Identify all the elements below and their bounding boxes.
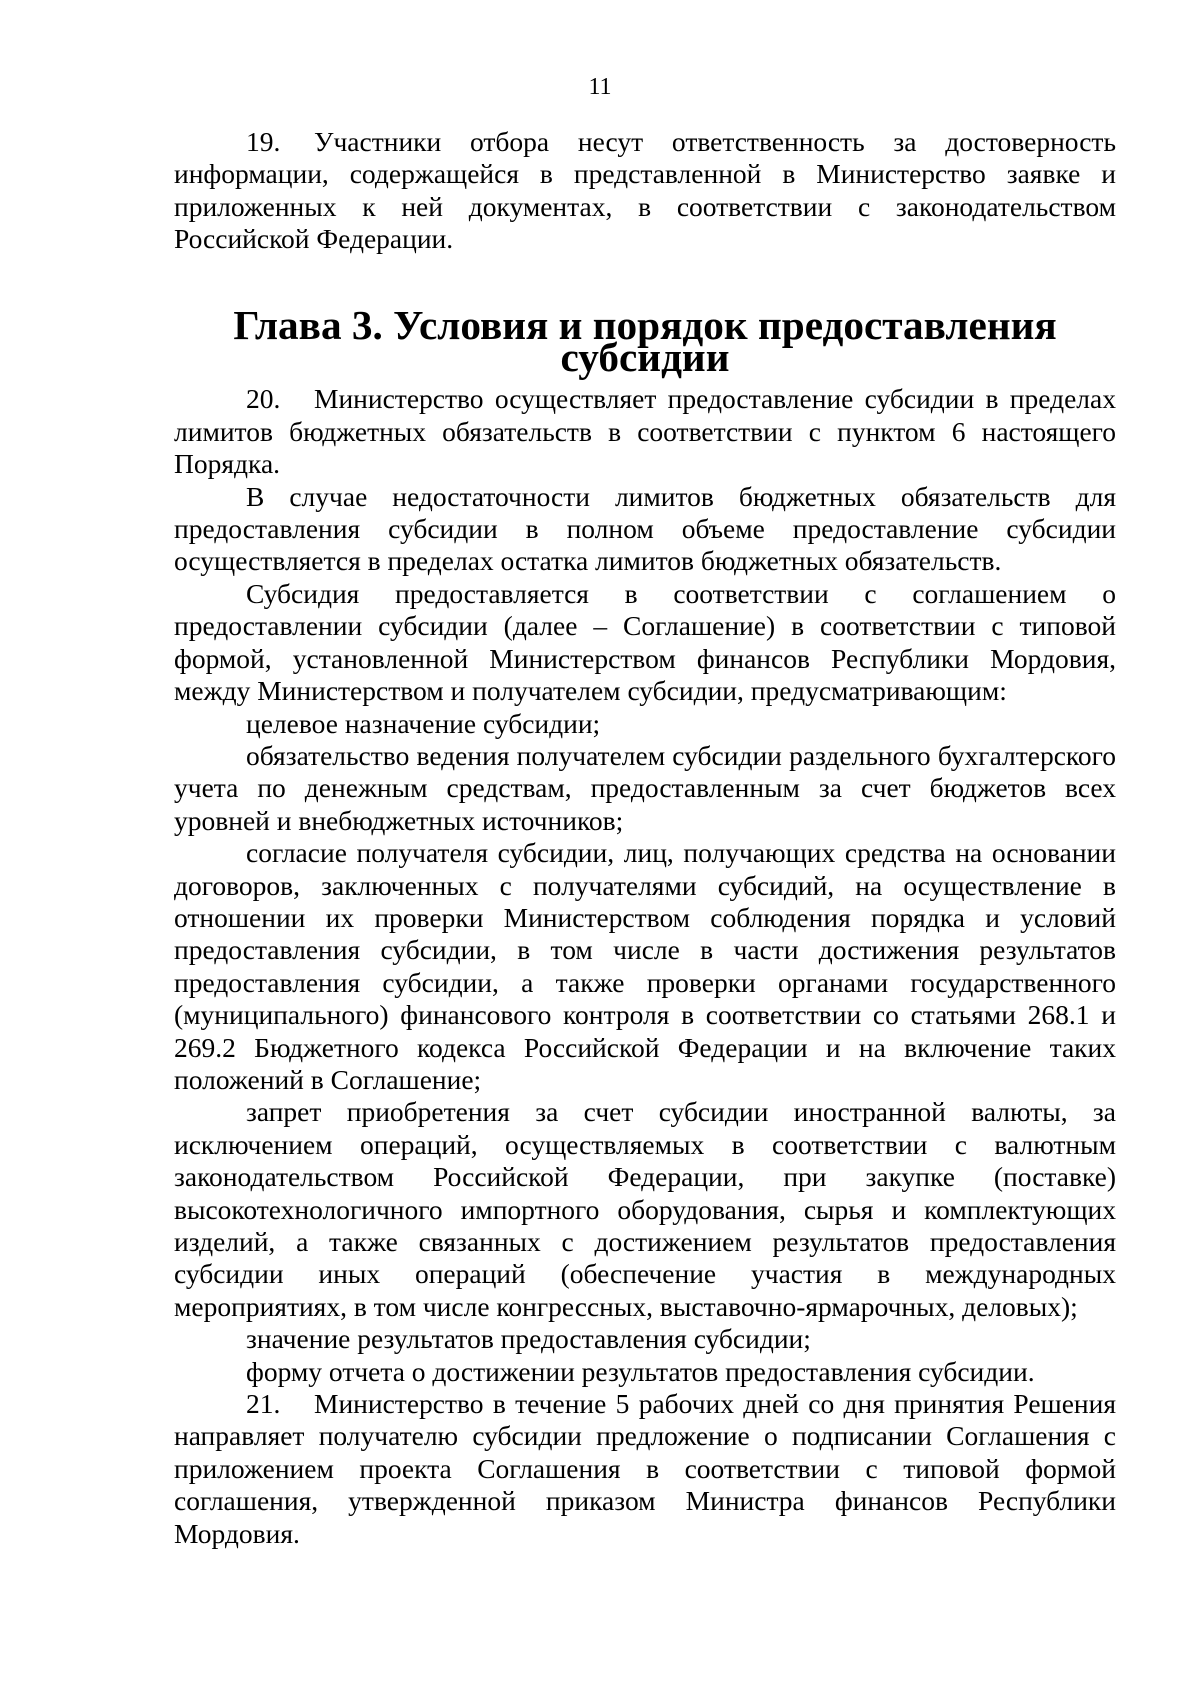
list-item-currency-prohibition [174, 1096, 1116, 1323]
paragraph-text: запрет приобретения за счет субсидии иностранной валюты, за исключением операций, осуществляемых в соответствии с валютным законодательством Российской Федерации, при закупке (поставке) высокотехнологичного импортного оборудования, сырья и комплектующих изделий, а также связанных с достижением результатов предоставления субсидии иных операций (обеспечение участия в международных мероприятиях, в том числе конгрессных, выставочно-ярмарочных, деловых); [174, 1096, 1116, 1322]
paragraph-20 [174, 383, 1116, 480]
paragraph-text: Участники отбора несут ответственность за достоверность информации, содержащейся в представленной в Министерство заявке и приложенных к ней документах, в соответствии с законодательством Российской Федерации. [174, 126, 1116, 255]
paragraph-text: обязательство ведения получателем субсидии раздельного бухгалтерского учета по денежным средствам, предоставленным за счет бюджетов всех уровней и внебюджетных источников; [174, 739, 1116, 836]
paragraph-text: В случае недостаточности лимитов бюджетных обязательств для предоставления субсидии в полном объеме предоставление субсидии осуществляется в пределах остатка лимитов бюджетных обязательств. [174, 480, 1116, 577]
chapter-heading: Глава 3. Условия и порядок предоставления субсидии [233, 301, 1057, 381]
paragraph-text: Субсидия предоставляется в соответствии с соглашением о предоставлении субсидии (далее – Соглашение) в соответствии с типовой формой, установленной Министерством финансов Республики Мордовия, между Министерством и получателем субсидии, предусматривающим: [174, 577, 1116, 707]
paragraph-agreement [174, 578, 1116, 708]
section-after-heading [174, 383, 1116, 1550]
paragraph-text: значение результатов предоставления субсидии; [246, 1323, 811, 1355]
list-item-results-value [174, 1323, 1116, 1355]
list-item-consent-to-checks [174, 837, 1116, 1096]
paragraph-text: Министерство осуществляет предоставление субсидии в пределах лимитов бюджетных обязательств в соответствии с пунктом 6 настоящего Порядка. [174, 383, 1116, 480]
paragraph-21 [174, 1388, 1116, 1550]
paragraph-19 [174, 126, 1116, 256]
list-item-separate-accounting [174, 740, 1116, 837]
section-before-heading [174, 126, 1116, 256]
paragraph-text: согласие получателя субсидии, лиц, получающих средства на основании договоров, заключенных с получателями субсидий, на осуществление в отношении их проверки Министерством соблюдения порядка и условий предоставления субсидии, в том числе в части достижения результатов предоставления субсидии, а также проверки органами государственного (муниципального) финансового контроля в соответствии со статьями 268.1 и 269.2 Бюджетного кодекса Российской Федерации и на включение таких положений в Соглашение; [174, 837, 1116, 1095]
paragraph-number: 21. [246, 1388, 281, 1420]
list-item-target-purpose [174, 708, 1116, 740]
page-number: 11 [588, 74, 612, 100]
document-body [174, 126, 1116, 1550]
list-item-report-form [174, 1356, 1116, 1388]
paragraph-text: форму отчета о достижении результатов предоставления субсидии. [246, 1355, 1035, 1387]
paragraph-number: 19. [246, 126, 281, 157]
paragraph-text: целевое назначение субсидии; [246, 707, 601, 739]
paragraph-limits-insufficiency [174, 481, 1116, 578]
paragraph-text: Министерство в течение 5 рабочих дней со дня принятия Решения направляет получателю субсидии предложение о подписании Соглашения с приложением проекта Соглашения в соответствии с типовой формой соглашения, утвержденной приказом Министра финансов Республики Мордовия. [174, 1388, 1116, 1549]
paragraph-number: 20. [246, 383, 281, 415]
